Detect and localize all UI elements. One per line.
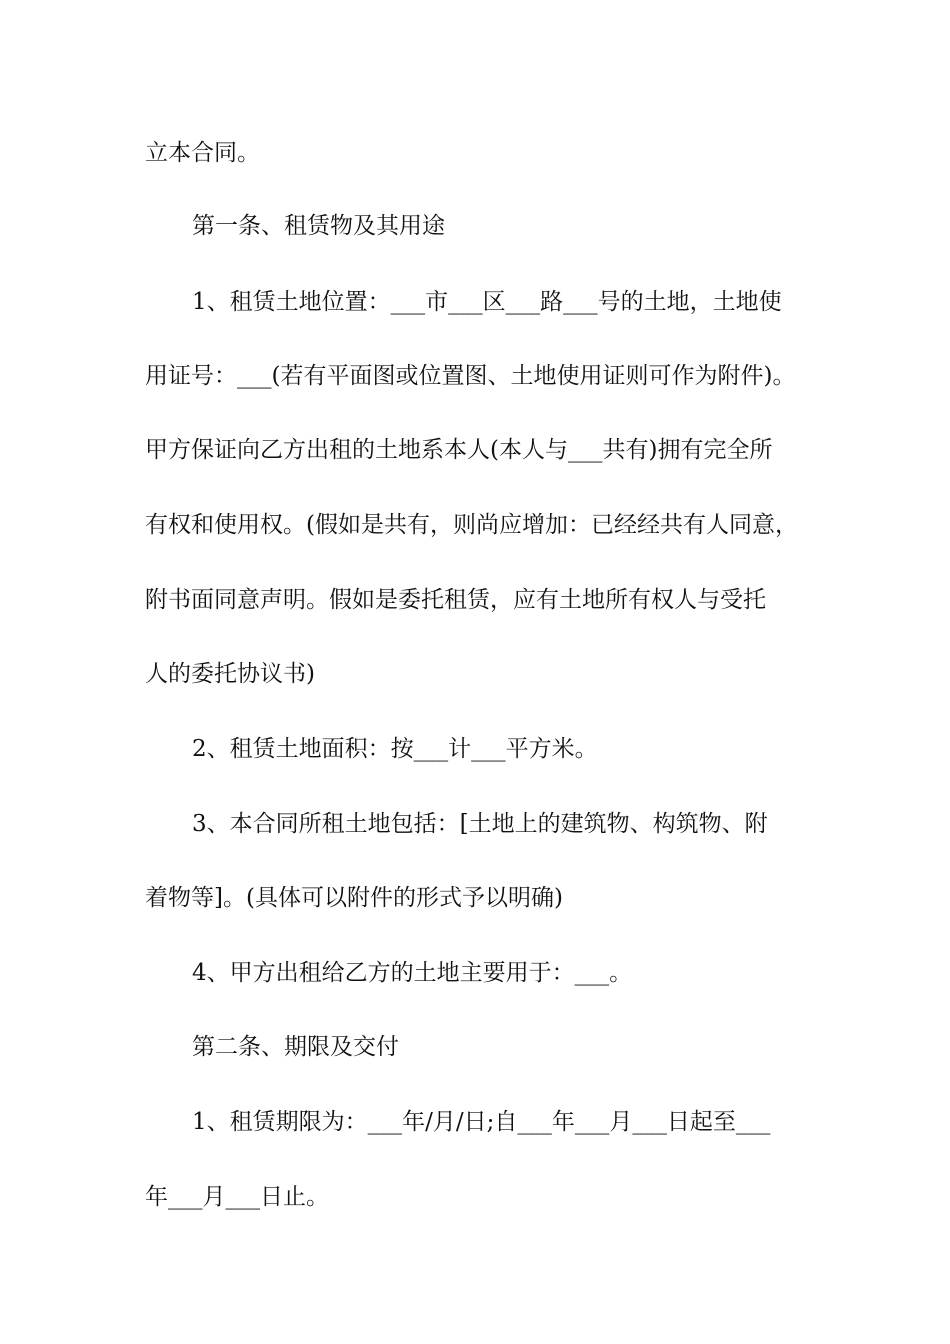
clause-2-1-line-2: 年___月___日止。 — [145, 1184, 329, 1210]
article-1-heading: 第一条、租赁物及其用途 — [192, 213, 445, 239]
text-line-1: 立本合同。 — [145, 140, 260, 166]
clause-1-3-line-2: 着物等]。(具体可以附件的形式予以明确) — [145, 885, 563, 911]
clause-1-2: 2、租赁土地面积：按___计___平方米。 — [192, 736, 598, 762]
clause-1-1-line-2: 用证号：___(若有平面图或位置图、土地使用证则可作为附件)。 — [145, 363, 796, 389]
clause-1-1-line-3: 甲方保证向乙方出租的土地系本人(本人与___共有)拥有完全所 — [145, 437, 773, 463]
clause-1-1-line-1: 1、租赁土地位置：___市___区___路___号的土地，土地使 — [192, 289, 782, 315]
clause-2-1-line-1: 1、租赁期限为：___年/月/日;自___年___月___日起至___ — [192, 1109, 771, 1135]
clause-1-1-line-6: 人的委托协议书) — [145, 661, 315, 687]
clause-1-1-line-4: 有权和使用权。(假如是共有，则尚应增加：已经经共有人同意， — [145, 512, 798, 538]
clause-1-4: 4、甲方出租给乙方的土地主要用于：___。 — [192, 960, 633, 986]
clause-1-3-line-1: 3、本合同所租土地包括：[土地上的建筑物、构筑物、附 — [192, 811, 768, 837]
clause-1-1-line-5: 附书面同意声明。假如是委托租赁，应有土地所有权人与受托 — [145, 587, 766, 613]
article-2-heading: 第二条、期限及交付 — [192, 1034, 399, 1060]
